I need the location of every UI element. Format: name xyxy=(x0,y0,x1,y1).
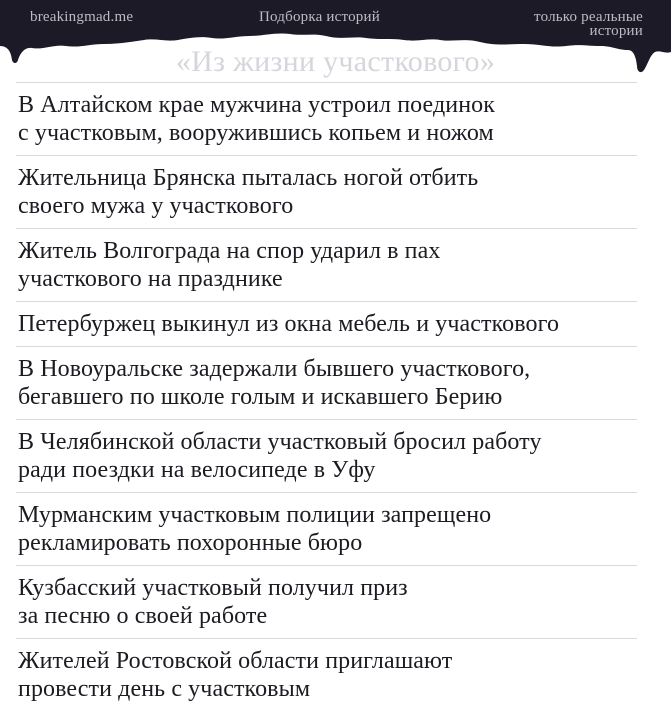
story-item[interactable] xyxy=(16,493,637,566)
story-list xyxy=(16,82,637,711)
story-line-2: участкового на празднике xyxy=(18,266,283,292)
story-item[interactable] xyxy=(16,566,637,639)
story-line-1: В Челябинской области участковый бросил работу xyxy=(18,429,542,455)
story-line-1: Мурманским участковым полиции запрещено xyxy=(18,502,492,528)
story-item[interactable] xyxy=(16,639,637,711)
story-item[interactable] xyxy=(16,83,637,156)
story-line-2: бегавшего по школе голым и искавшего Берию xyxy=(18,384,503,410)
story-line-2: своего мужа у участкового xyxy=(18,193,294,219)
story-line-2: провести день с участковым xyxy=(18,676,311,702)
story-line-2: ради поездки на велосипеде в Уфу xyxy=(18,457,376,483)
story-line-1: В Алтайском крае мужчина устроил поединок xyxy=(18,92,496,118)
story-item[interactable] xyxy=(16,229,637,302)
story-item[interactable] xyxy=(16,420,637,493)
story-line-2: за песню о своей работе xyxy=(18,603,268,629)
story-line-1: Кузбасский участковый получил приз xyxy=(18,575,408,601)
collection-label: Подборка историй xyxy=(259,9,380,25)
site-name[interactable]: breakingmad.me xyxy=(30,9,134,25)
story-line-2: рекламировать похоронные бюро xyxy=(18,530,363,556)
story-item[interactable] xyxy=(16,302,637,347)
story-line-2: с участковым, вооружившись копьем и ножом xyxy=(18,120,494,146)
tagline: только реальные истории xyxy=(534,9,643,39)
story-line-1: Житель Волгограда на спор ударил в пах xyxy=(18,238,441,264)
story-line-1: Петербуржец выкинул из окна мебель и участкового xyxy=(18,311,560,337)
story-line-1: Жителей Ростовской области приглашают xyxy=(18,648,453,674)
story-item[interactable] xyxy=(16,347,637,420)
story-line-1: Жительница Брянска пыталась ногой отбить xyxy=(18,165,479,191)
story-line-1: В Новоуральске задержали бывшего участкового, xyxy=(18,356,531,382)
page-title: «Из жизни участкового» xyxy=(175,45,496,78)
story-item[interactable] xyxy=(16,156,637,229)
